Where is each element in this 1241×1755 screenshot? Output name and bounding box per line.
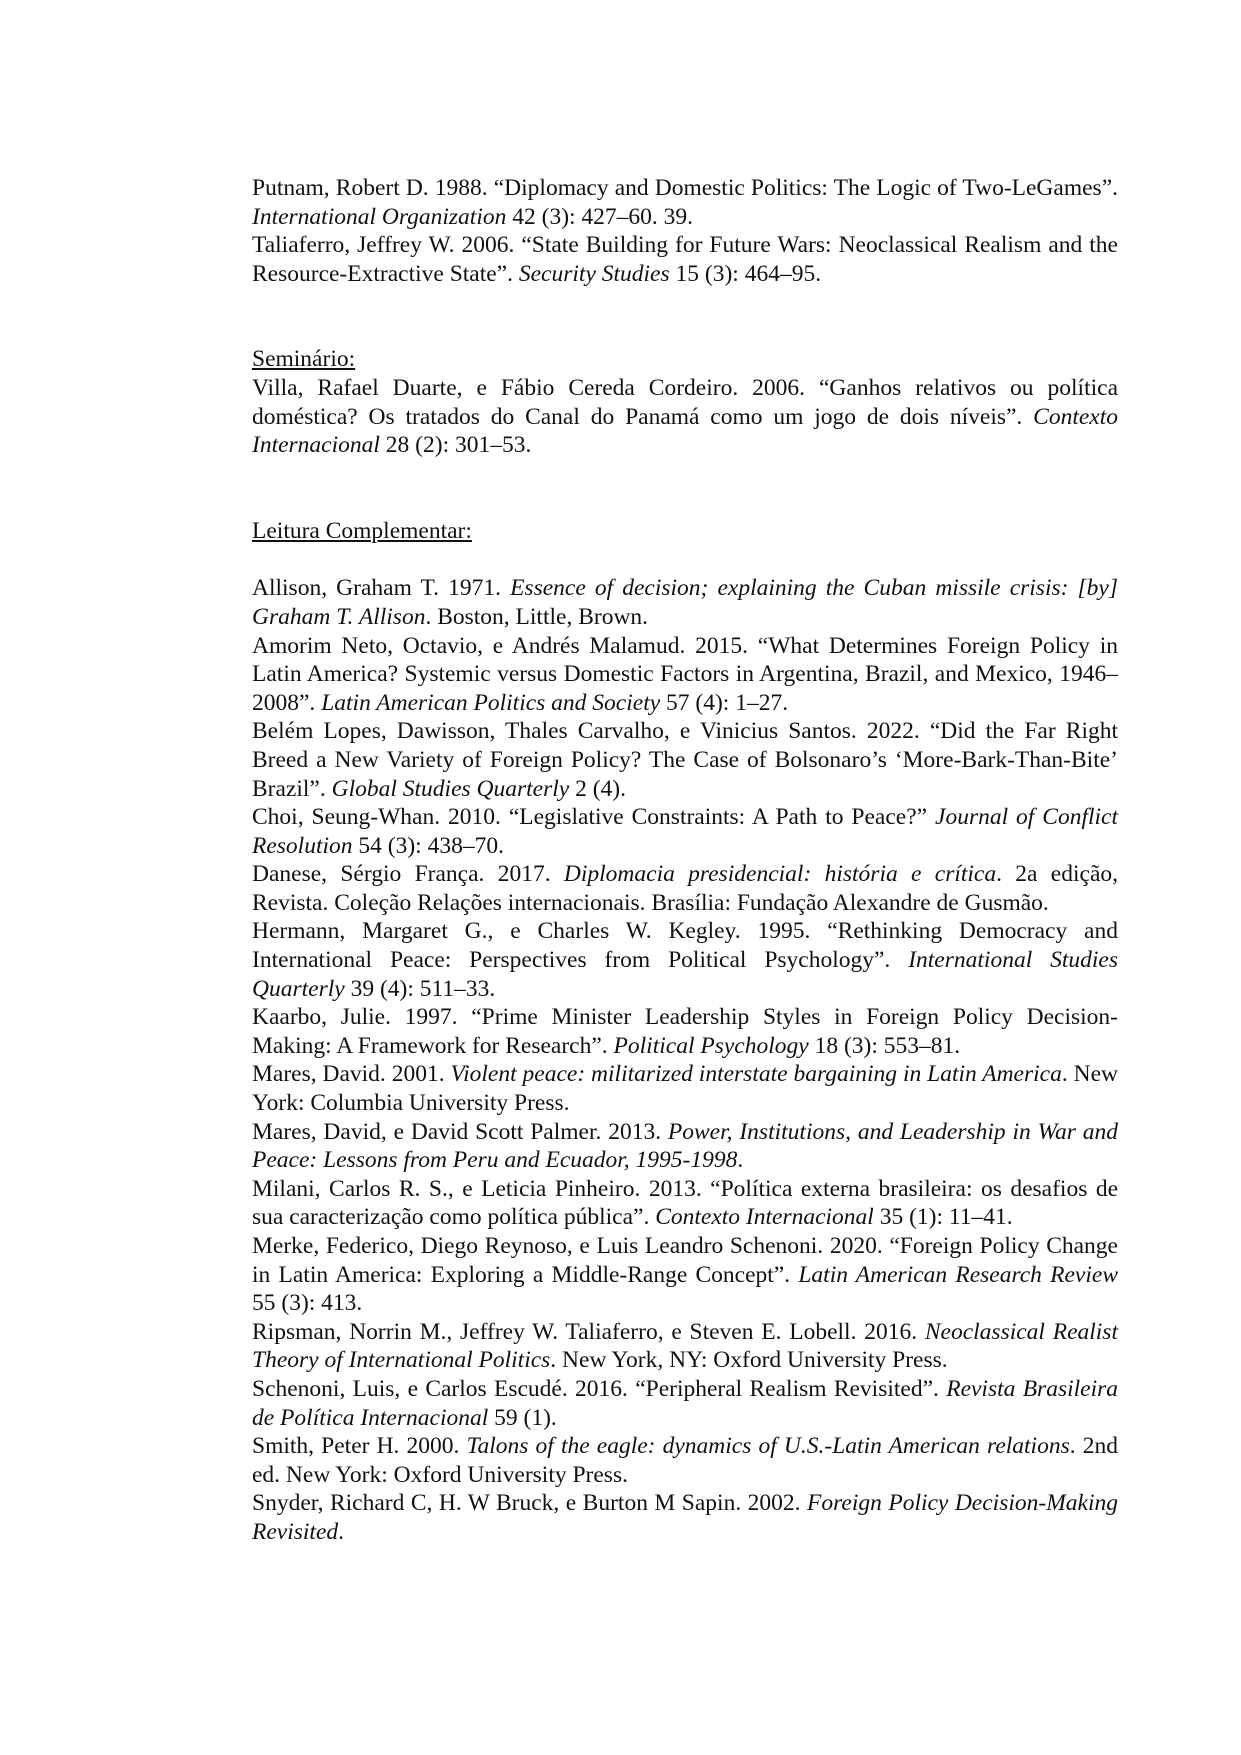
document-page <box>252 174 1118 1547</box>
spacer <box>252 545 1118 574</box>
reference-title: Diplomacia presidencial: história e crítica <box>563 861 997 888</box>
reference-details: . Boston, Little, Brown. <box>425 603 649 630</box>
reference-text: Putnam, Robert D. 1988. “Diplomacy and Domestic Politics: The Logic of Two-LeGames”. <box>252 175 1118 201</box>
reference-text: Milani, Carlos R. S., e Leticia Pinheiro. 2013. “Política externa brasileira: os desafios de sua caracterização como política pública”. <box>252 1175 1118 1231</box>
reference-text: Ripsman, Norrin M., Jeffrey W. Taliaferro, e Steven E. Lobell. 2016. <box>252 1318 925 1345</box>
reference-text: Amorim Neto, Octavio, e Andrés Malamud. 2015. “What Determines Foreign Policy in Latin America? Systemic versus Domestic Factors in Argentina, Brazil, and Mexico, 1946–2008”. <box>252 632 1118 716</box>
reference-title: Latin American Politics and Society <box>321 689 661 716</box>
seminario-section <box>252 345 1118 459</box>
reference-details: . New York: Columbia University Press. <box>252 1061 1118 1117</box>
reference-entry <box>252 1118 1118 1175</box>
reference-entry <box>252 1375 1118 1432</box>
reference-list-top <box>252 174 1118 288</box>
reference-entry <box>252 1489 1118 1546</box>
reference-details: 18 (3): 553–81. <box>808 1032 961 1059</box>
reference-text: Hermann, Margaret G., e Charles W. Kegley. 1995. “Rethinking Democracy and International Peace: Perspectives from Political Psychology”. <box>252 918 1118 974</box>
reference-title: Power, Institutions, and Leadership in War and Peace: Lessons from Peru and Ecuador, 1995-1998 <box>252 1118 1118 1174</box>
reference-text: Schenoni, Luis, e Carlos Escudé. 2016. “Peripheral Realism Revisited”. <box>252 1375 947 1402</box>
reference-title: Essence of decision; explaining the Cuban missile crisis: [by] Graham T. Allison <box>252 575 1119 630</box>
reference-entry <box>252 1318 1118 1375</box>
reference-details: 59 (1). <box>488 1404 557 1431</box>
reference-entry <box>252 917 1118 1003</box>
reference-entry <box>252 632 1118 718</box>
reference-text: Allison, Graham T. 1971. <box>252 575 511 602</box>
reference-entry <box>252 574 1118 631</box>
reference-title: Global Studies Quarterly <box>331 775 570 802</box>
spacer <box>252 288 1118 345</box>
reference-text: Smith, Peter H. 2000. <box>252 1433 467 1460</box>
reference-entry <box>252 1003 1118 1060</box>
reference-journal: International Organization <box>252 203 507 230</box>
reference-title: Foreign Policy Decision-Making Revisited <box>252 1490 1118 1545</box>
reference-entry <box>252 174 1118 231</box>
reference-text: Snyder, Richard C, H. W Bruck, e Burton M Sapin. 2002. <box>252 1490 808 1517</box>
reference-text: Villa, Rafael Duarte, e Fábio Cereda Cordeiro. 2006. “Ganhos relativos ou política doméstica? Os tratados do Canal do Panamá como um jogo de dois níveis”. <box>252 374 1118 430</box>
reference-details: 42 (3): 427–60. 39. <box>506 203 694 230</box>
reference-title: Latin American Research Review <box>798 1261 1118 1288</box>
reference-title: Violent peace: militarized interstate bargaining in Latin America <box>450 1061 1062 1088</box>
reference-details: 2 (4). <box>569 775 626 802</box>
seminario-heading: Seminário: <box>252 346 356 373</box>
reference-details: . New York, NY: Oxford University Press. <box>550 1347 948 1374</box>
reference-title: Talons of the eagle: dynamics of U.S.-Latin American relations <box>466 1433 1070 1460</box>
reference-details: . <box>338 1518 345 1545</box>
reference-title: Neoclassical Realist Theory of International Politics <box>252 1318 1118 1374</box>
reference-entry <box>252 374 1118 460</box>
leitura-complementar-section <box>252 517 1118 1547</box>
reference-text: Belém Lopes, Dawisson, Thales Carvalho, e Vinicius Santos. 2022. “Did the Far Right Breed a New Variety of Foreign Policy? The Case of Bolsonaro’s ‘More-Bark-Than-Bite’ Brazil”. <box>252 718 1118 802</box>
reference-details: . 2nd ed. New York: Oxford University Press. <box>252 1433 1118 1488</box>
reference-title: Revista Brasileira de Política Internacional <box>252 1375 1118 1431</box>
reference-details: 39 (4): 511–33. <box>344 975 496 1002</box>
reference-entry <box>252 1232 1118 1318</box>
reference-details: . <box>737 1147 744 1174</box>
reference-title: Political Psychology <box>613 1032 809 1059</box>
reference-details: 55 (3): 413. <box>252 1290 363 1317</box>
reference-entry <box>252 803 1118 860</box>
reference-text: Choi, Seung-Whan. 2010. “Legislative Constraints: A Path to Peace?” <box>252 804 936 831</box>
reference-entry <box>252 1175 1118 1232</box>
reference-details: 28 (2): 301–53. <box>379 432 532 459</box>
reference-entry <box>252 1432 1118 1489</box>
reference-text: Merke, Federico, Diego Reynoso, e Luis Leandro Schenoni. 2020. “Foreign Policy Change in Latin America: Exploring a Middle-Range Concept”. <box>252 1233 1118 1288</box>
reference-details: 57 (4): 1–27. <box>660 689 789 716</box>
spacer <box>252 460 1118 517</box>
reference-entry <box>252 717 1118 803</box>
reference-details: . 2a edição, Revista. Coleção Relações internacionais. Brasília: Fundação Alexandre de Gusmão. <box>252 861 1118 916</box>
reference-title: Contexto Internacional <box>655 1204 874 1231</box>
reference-details: 54 (3): 438–70. <box>352 832 504 859</box>
reference-title: International Studies Quarterly <box>252 947 1118 1002</box>
leitura-complementar-heading: Leitura Complementar: <box>252 517 472 544</box>
reference-text: Taliaferro, Jeffrey W. 2006. “State Building for Future Wars: Neoclassical Realism and the Resource-Extractive State”. <box>252 232 1118 287</box>
reference-text: Kaarbo, Julie. 1997. “Prime Minister Leadership Styles in Foreign Policy Decision-Making: A Framework for Research”. <box>252 1004 1118 1059</box>
reference-list <box>252 574 1118 1546</box>
reference-entry <box>252 860 1118 917</box>
reference-details: 15 (3): 464–95. <box>669 260 822 287</box>
reference-entry <box>252 1060 1118 1117</box>
reference-title: Journal of Conflict Resolution <box>252 804 1119 859</box>
reference-journal: Security Studies <box>518 260 670 287</box>
reference-text: Mares, David. 2001. <box>252 1061 451 1088</box>
reference-text: Mares, David, e David Scott Palmer. 2013. <box>252 1118 668 1145</box>
reference-details: 35 (1): 11–41. <box>873 1204 1013 1231</box>
reference-text: Danese, Sérgio França. 2017. <box>252 861 564 888</box>
reference-journal: Contexto Internacional <box>252 403 1118 459</box>
reference-entry <box>252 231 1118 288</box>
